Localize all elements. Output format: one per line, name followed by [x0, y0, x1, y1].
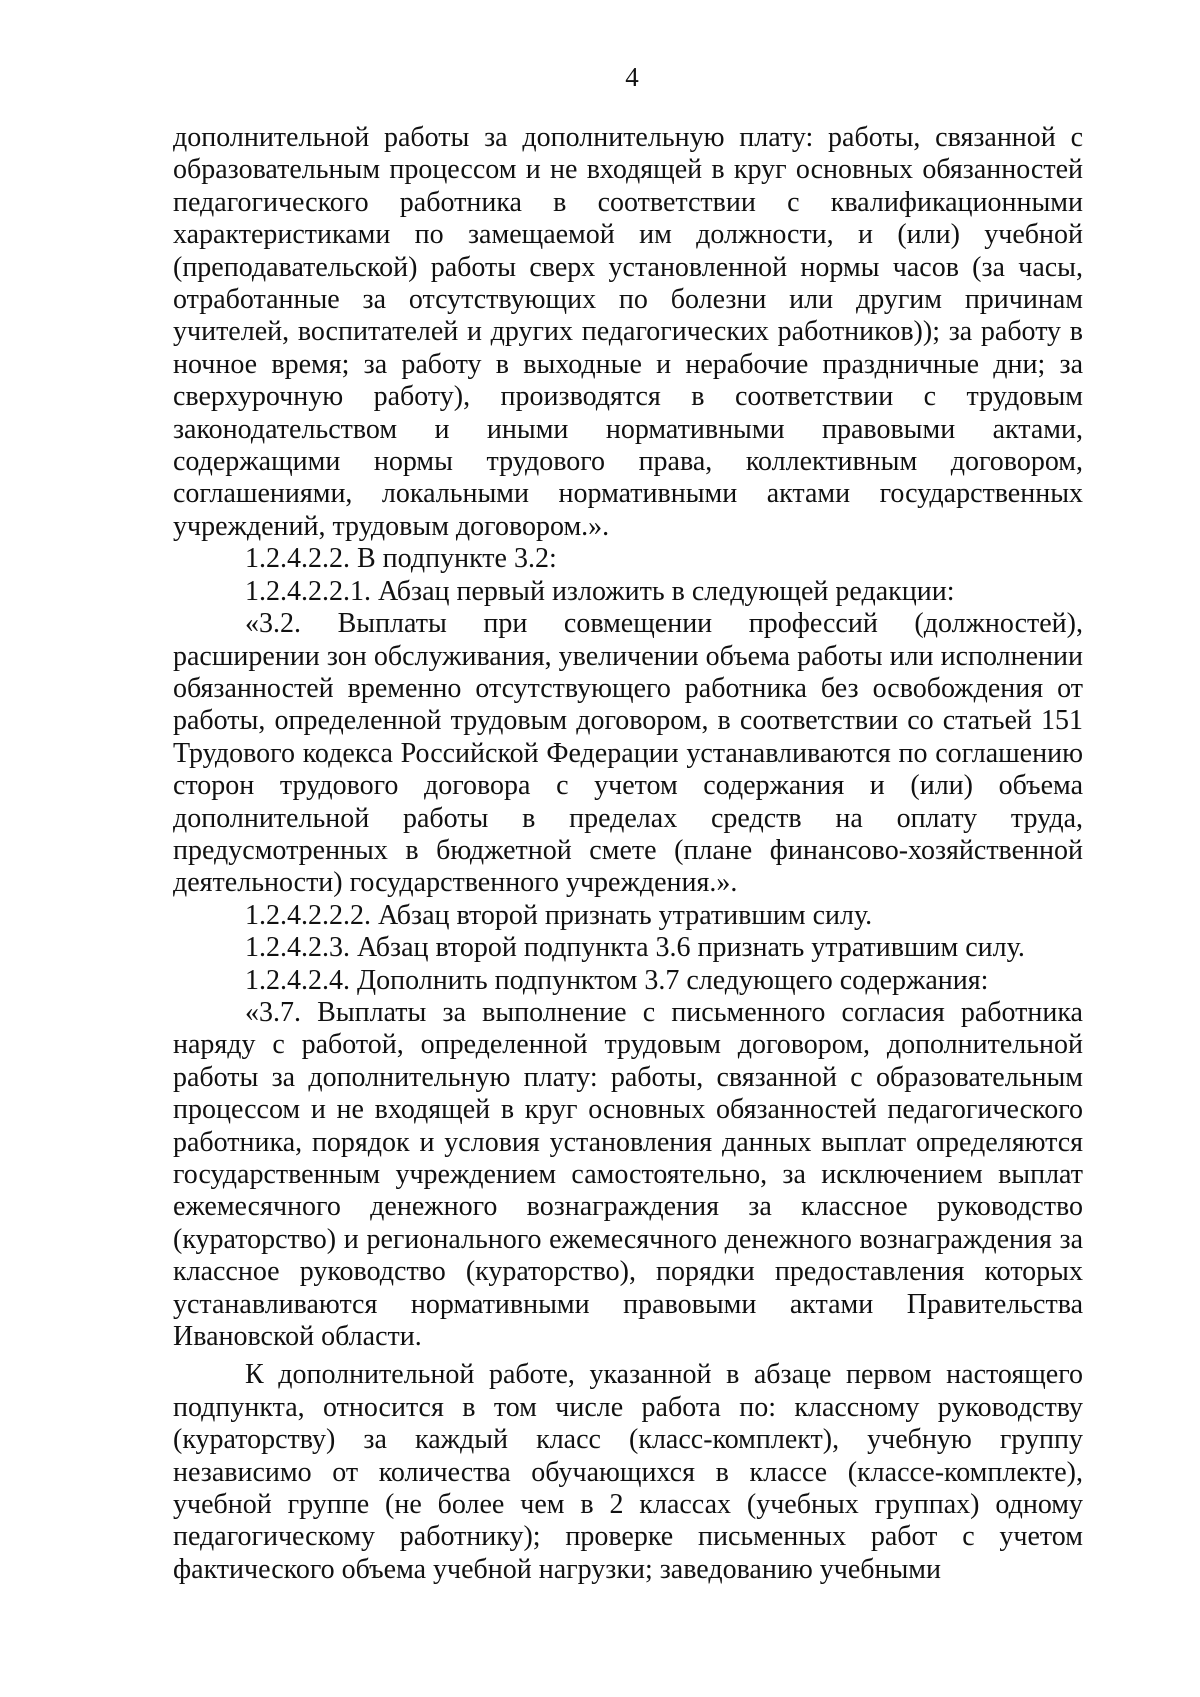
paragraph-continuation: дополнительной работы за дополнительную плату: работы, связанной с образовательным процессом и не входящей в круг основных обязанностей педагогического работника в соответствии с квалификационными характеристиками по замещаемой им должности, и (или) учебной (преподавательской) работы сверх установленной нормы часов (за часы, отработанные за отсутствующих по болезни или другим причинам учителей, воспитателей и других педагогических работников)); за работу в ночное время; за работу в выходные и нерабочие праздничные дни; за сверхурочную работу), производятся в соответствии с трудовым законодательством и иными нормативными правовыми актами, содержащими нормы трудового права, коллективным договором, соглашениями, локальными нормативными актами государственных учреждений, трудовым договором.».: [173, 122, 1083, 542]
paragraph-item-1-2-4-2-3: 1.2.4.2.3. Абзац второй подпункта 3.6 признать утратившим силу.: [245, 932, 1025, 964]
paragraph-item-1-2-4-2-4: 1.2.4.2.4. Дополнить подпунктом 3.7 следующего содержания:: [245, 964, 989, 996]
paragraph-item-1-2-4-2-2-2: 1.2.4.2.2.2. Абзац второй признать утратившим силу.: [245, 899, 873, 931]
paragraph-quote-3-2: «3.2. Выплаты при совмещении профессий (должностей), расширении зон обслуживания, увеличении объема работы или исполнении обязанностей временно отсутствующего работника без освобождения от работы, определенной трудовым договором, в соответствии со статьей 151 Трудового кодекса Российской Федерации устанавливаются по соглашению сторон трудового договора с учетом содержания и (или) объема дополнительной работы в пределах средств на оплату труда, предусмотренных в бюджетной смете (плане финансово-хозяйственной деятельности) государственного учреждения.».: [173, 608, 1083, 899]
paragraph-quote-3-7: «3.7. Выплаты за выполнение с письменного согласия работника наряду с работой, определенной трудовым договором, дополнительной работы за дополнительную плату: работы, связанной с образовательным процессом и не входящей в круг основных обязанностей педагогического работника, порядок и условия установления данных выплат определяются государственным учреждением самостоятельно, за исключением выплат ежемесячного денежного вознаграждения за классное руководство (кураторство) и регионального ежемесячного денежного вознаграждения за классное руководство (кураторство), порядки предоставления которых устанавливаются нормативными правовыми актами Правительства Ивановской области.: [173, 996, 1083, 1353]
paragraph-additional-work: К дополнительной работе, указанной в абзаце первом настоящего подпункта, относится в том числе работа по: классному руководству (кураторству) за каждый класс (класс-комплект), учебную группу независимо от количества обучающихся в классе (классе-комплекте), учебной группе (не более чем в 2 классах (учебных группах) одному педагогическому работнику); проверке письменных работ с учетом фактического объема учебной нагрузки; заведованию учебными: [173, 1359, 1083, 1585]
paragraph-item-1-2-4-2-2-1: 1.2.4.2.2.1. Абзац первый изложить в следующей редакции:: [245, 575, 955, 607]
document-body: [173, 122, 1083, 1586]
page-number: 4: [625, 62, 639, 92]
paragraph-item-1-2-4-2-2: 1.2.4.2.2. В подпункте 3.2:: [245, 543, 557, 575]
